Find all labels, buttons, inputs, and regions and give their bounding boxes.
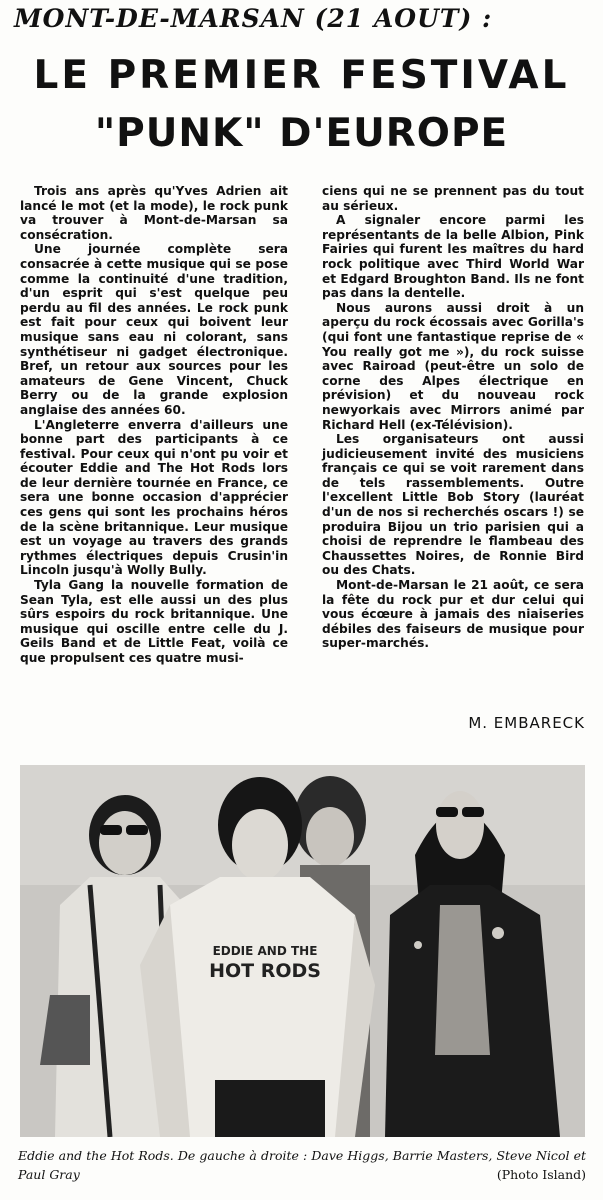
paragraph: Nous aurons aussi droit à un aperçu du rock écossais avec Gorilla's (qui font une fantastique reprise de « You really got me »), du rock suisse avec Rairoad (peut-être un solo de corne des Alpes électrique en prévision) et du nouveau rock newyorkais avec Mirrors animé par Richard Hell (ex-Télévision). xyxy=(322,300,584,432)
paragraph: L'Angleterre enverra d'ailleurs une bonne part des participants à ce festival. Pour ceux qui n'ont pu voir et écouter Eddie and The Hot Rods lors de leur dernière tournée en France, ce sera une bonne occasion d'apprécier ces gens qui sont les prochains héros de la scène britannique. Leur musique est un voyage au travers des grands rythmes électriques depuis Crusin'in Lincoln jusqu'à Wolly Bully. xyxy=(20,417,288,578)
paragraph: Une journée complète sera consacrée à cette musique qui se pose comme la continuité d'une tradition, d'un esprit qui s'est quelque peu perdu au fil des années. Le rock punk est fait pour ceux qui boivent leur musique sans eau ni colorant, sans synthétiseur ni gadget électronique. Bref, un retour aux sources pour les amateurs de Gene Vincent, Chuck Berry ou de la grande explosion anglaise des années 60. xyxy=(20,242,288,417)
shirt-print-line-1: EDDIE AND THE xyxy=(212,944,318,958)
headline-line-2: "PUNK" D'EUROPE xyxy=(94,111,509,156)
photo-caption xyxy=(18,1146,586,1184)
paragraph: Tyla Gang la nouvelle formation de Sean Tyla, est elle aussi un des plus sûrs espoirs du rock britannique. Une musique qui oscille entre celle du J. Geils Band et de Little Feat, voilà ce que propulsent ces quatre musi- xyxy=(20,578,288,665)
article-kicker: MONT-DE-MARSAN (21 AOUT) : xyxy=(14,4,493,33)
shirt-print-line-2: HOT RODS xyxy=(209,960,321,982)
paragraph: Mont-de-Marsan le 21 août, ce sera la fête du rock pur et dur celui qui vous écœure à jamais des niaiseries débiles des faiseurs de musique pour super-marchés. xyxy=(322,578,584,651)
article-column-left xyxy=(20,184,288,666)
paragraph: Les organisateurs ont aussi judicieusement invité des musiciens français ce qui se voit rarement dans de tels rassemblements. Outre l'excellent Little Bob Story (lauréat d'un de nos si recherchés oscars !) se produira Bijou un trio parisien qui a choisi de reprendre le flambeau des Chaussettes Noires, de Ronnie Bird ou des Chats. xyxy=(322,432,584,578)
headline-line-1: LE PREMIER FESTIVAL xyxy=(33,53,570,98)
paragraph: Trois ans après qu'Yves Adrien ait lancé le mot (et la mode), le rock punk va trouver à Mont-de-Marsan sa consécration. xyxy=(20,184,288,242)
band-photo xyxy=(20,765,585,1137)
photo-credit: (Photo Island) xyxy=(496,1167,586,1182)
article-byline: M. EMBARECK xyxy=(468,714,585,732)
caption-text: Eddie and the Hot Rods. De gauche à droite : Dave Higgs, Barrie Masters, Steve Nicol et Paul Gray xyxy=(18,1148,586,1182)
article-column-right xyxy=(322,184,584,651)
paragraph: A signaler encore parmi les représentants de la belle Albion, Pink Fairies qui furent les maîtres du hard rock politique avec Third World War et Edgard Broughton Band. Ils ne font pas dans la dentelle. xyxy=(322,213,584,301)
paragraph-continued: ciens qui ne se prennent pas du tout au sérieux. xyxy=(322,184,584,213)
